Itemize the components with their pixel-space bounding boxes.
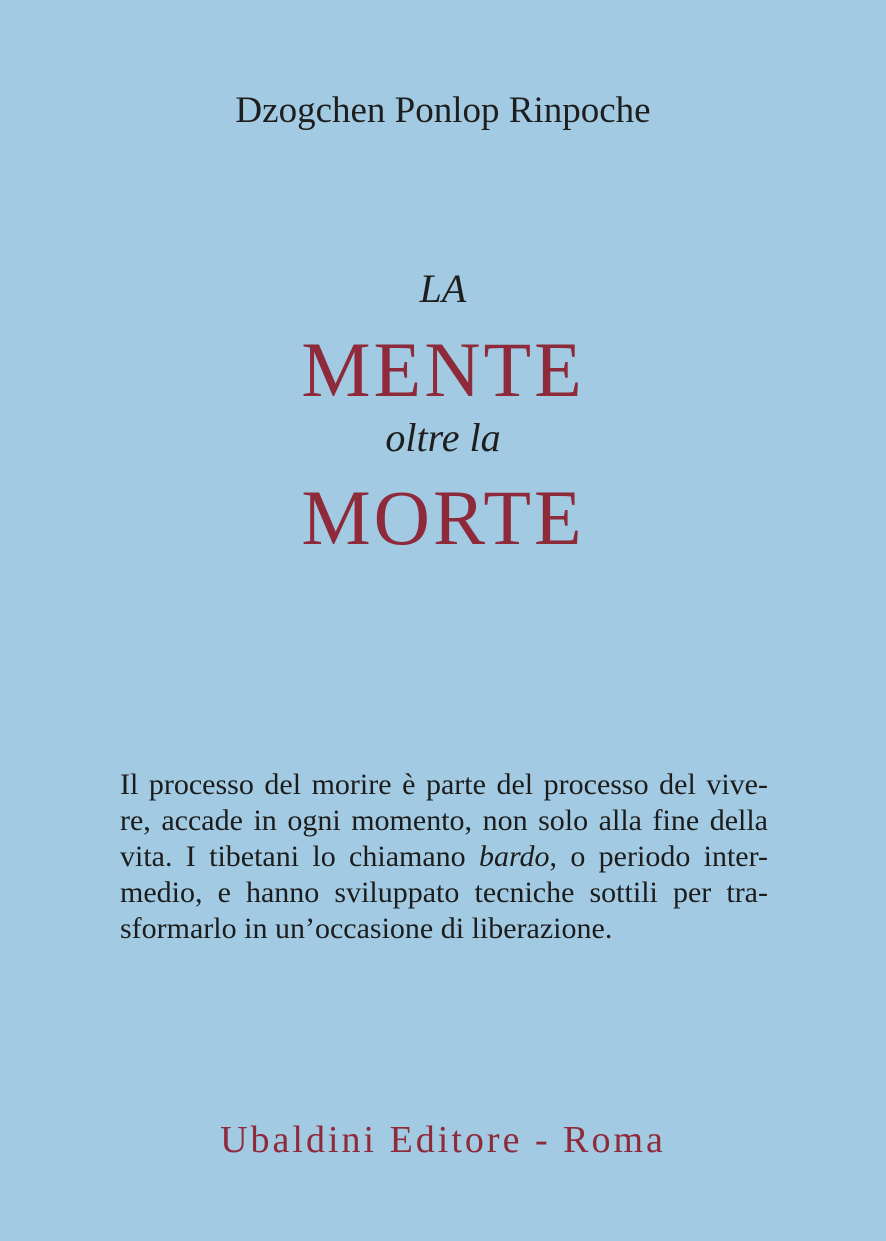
title-morte: MORTE <box>301 474 585 561</box>
title-article: LA <box>419 266 467 311</box>
blurb-line-4: medio, e hanno sviluppato tecniche sottili per tra- <box>120 876 768 909</box>
blurb-line-3-end: , o periodo inter- <box>549 840 768 873</box>
blurb-line-3-start: vita. I tibetani lo chiamano <box>120 840 479 873</box>
blurb-emphasis-bardo: bardo <box>478 840 550 873</box>
blurb-line-3 <box>120 839 768 875</box>
blurb-text <box>120 767 768 947</box>
title-mente: MENTE <box>301 326 585 413</box>
blurb-line-5: sformarlo in un’occasione di liberazione. <box>120 912 613 945</box>
author-name: Dzogchen Ponlop Rinpoche <box>235 90 651 131</box>
blurb-line-1: Il processo del morire è parte del processo del vive- <box>120 768 768 801</box>
blurb-line-2: re, accade in ogni momento, non solo alla fine della <box>120 804 768 837</box>
publisher-name: Ubaldini Editore - Roma <box>220 1119 666 1161</box>
title-oltre-la: oltre la <box>385 415 501 460</box>
